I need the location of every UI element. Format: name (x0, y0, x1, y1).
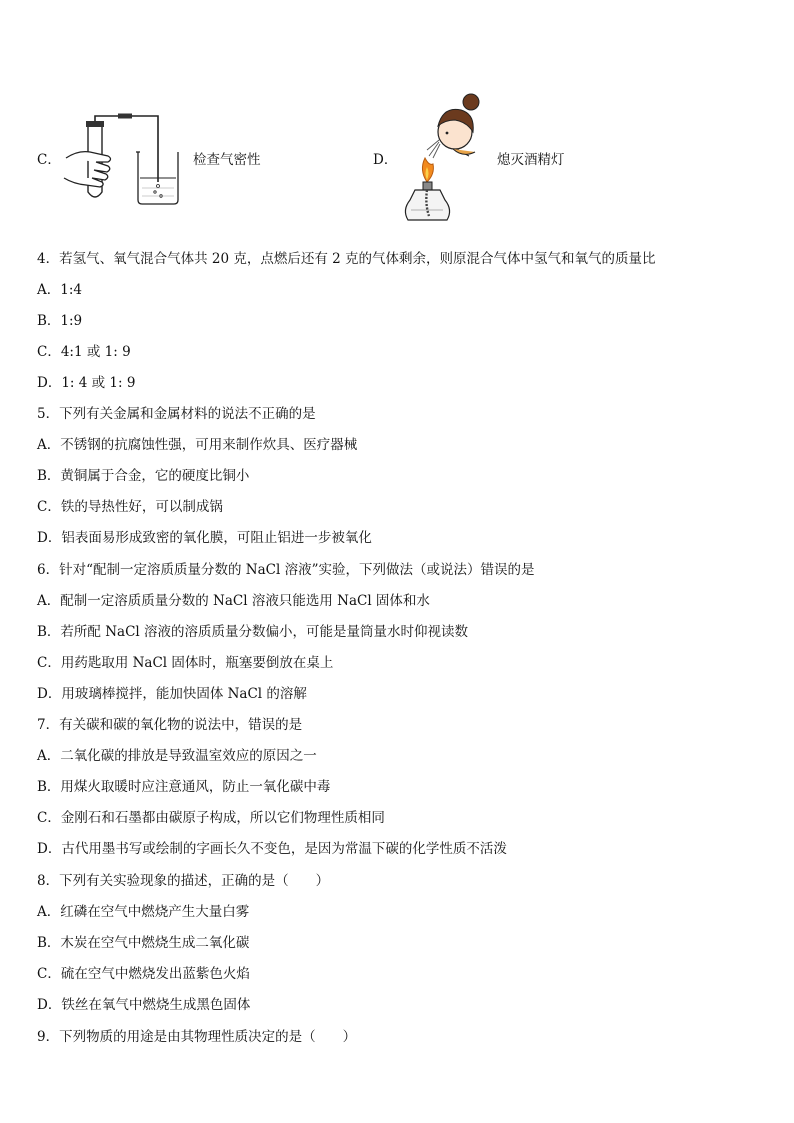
q5-option-a: A．不锈钢的抗腐蚀性强，可用来制作炊具、医疗器械 (37, 437, 358, 453)
q8-option-b: B．木炭在空气中燃烧生成二氧化碳 (37, 935, 250, 951)
question-7-stem: 7．有关碳和碳的氧化物的说法中，错误的是 (37, 717, 303, 733)
q8-option-c: C．硫在空气中燃烧发出蓝紫色火焰 (37, 966, 250, 982)
question-8-stem: 8．下列有关实验现象的描述，正确的是（ ） (37, 873, 330, 889)
q6-option-a: A．配制一定溶质质量分数的 NaCl 溶液只能选用 NaCl 固体和水 (37, 593, 430, 609)
q4-option-b: B．1:9 (37, 313, 83, 329)
option-d-label: D． (373, 152, 398, 168)
q5-option-b: B．黄铜属于合金，它的硬度比铜小 (37, 468, 250, 484)
q4-option-a: A．1:4 (37, 282, 82, 298)
q6-option-d: D．用玻璃棒搅拌，能加快固体 NaCl 的溶解 (37, 686, 307, 702)
q6-option-b: B．若所配 NaCl 溶液的溶质质量分数偏小，可能是量筒量水时仰视读数 (37, 624, 469, 640)
blow-out-alcohol-lamp-illustration (395, 92, 490, 232)
question-4-stem: 4．若氢气、氧气混合气体共 20 克，点燃后还有 2 克的气体剩余，则原混合气体中氢气和氧气的质量比 (37, 251, 656, 267)
q8-option-a: A．红磷在空气中燃烧产生大量白雾 (37, 904, 250, 920)
q4-option-c: C．4:1 或 1: 9 (37, 344, 131, 360)
option-d-caption: 熄灭酒精灯 (497, 152, 565, 168)
q4-option-d: D．1: 4 或 1: 9 (37, 375, 136, 391)
q7-option-b: B．用煤火取暖时应注意通风，防止一氧化碳中毒 (37, 779, 331, 795)
q5-option-d: D．铝表面易形成致密的氧化膜，可阻止铝进一步被氧化 (37, 530, 372, 546)
option-c-caption: 检查气密性 (193, 152, 261, 168)
option-c-label: C． (37, 152, 61, 168)
q7-option-a: A．二氧化碳的排放是导致温室效应的原因之一 (37, 748, 317, 764)
q7-option-d: D．古代用墨书写或绘制的字画长久不变色，是因为常温下碳的化学性质不活泼 (37, 841, 507, 857)
question-9-stem: 9．下列物质的用途是由其物理性质决定的是（ ） (37, 1029, 357, 1045)
question-5-stem: 5．下列有关金属和金属材料的说法不正确的是 (37, 406, 316, 422)
q5-option-c: C．铁的导热性好，可以制成锅 (37, 499, 223, 515)
q6-option-c: C．用药匙取用 NaCl 固体时，瓶塞要倒放在桌上 (37, 655, 334, 671)
q8-option-d: D．铁丝在氧气中燃烧生成黑色固体 (37, 997, 251, 1013)
q7-option-c: C．金刚石和石墨都由碳原子构成，所以它们物理性质相同 (37, 810, 385, 826)
question-6-stem: 6．针对“配制一定溶质质量分数的 NaCl 溶液”实验，下列做法（或说法）错误的是 (37, 562, 535, 578)
airtightness-check-illustration (58, 112, 183, 207)
